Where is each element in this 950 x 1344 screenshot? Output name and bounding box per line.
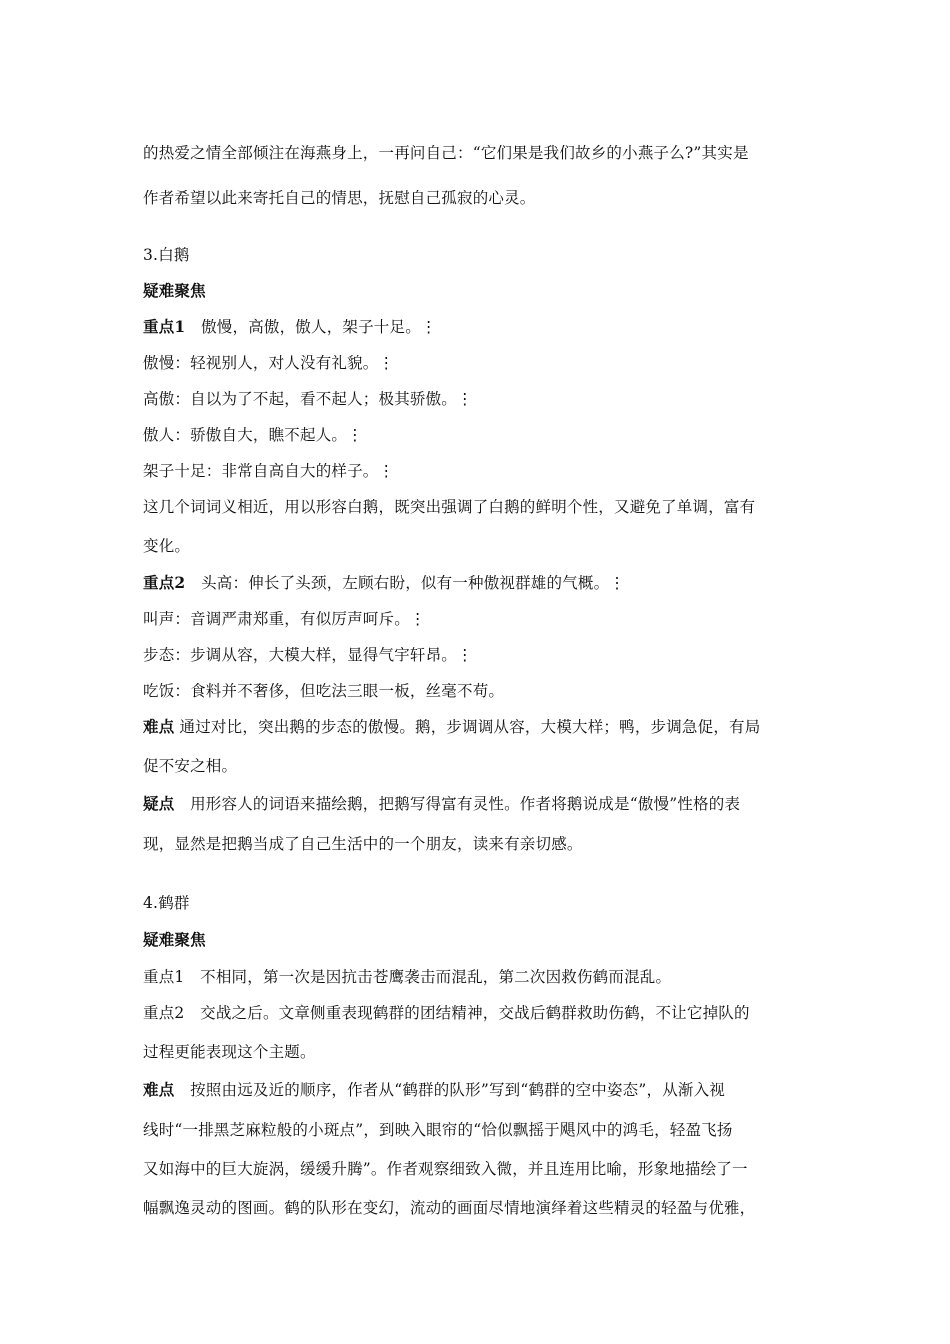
paragraph-line: 架子十足：非常自高自大的样子。⋮ [143, 461, 395, 480]
paragraph-line: 线时“一排黑芝麻粒般的小斑点”，到映入眼帘的“恰似飘摇于飓风中的鸿毛，轻盈飞扬 [143, 1120, 733, 1139]
paragraph-line: 疑点 用形容人的词语来描绘鹅，把鹅写得富有灵性。作者将鹅说成是“傲慢”性格的表 [143, 793, 741, 813]
paragraph-line: 这几个词词义相近，用以形容白鹅，既突出强调了白鹅的鲜明个性，又避免了单调，富有 [143, 497, 756, 516]
paragraph-line: 重点2 头高：伸长了头颈，左顾右盼，似有一种傲视群雄的气概。⋮ [143, 572, 625, 592]
paragraph-line: 难点 按照由远及近的顺序，作者从“鹤群的队形”写到“鹤群的空中姿态”，从渐入视 [143, 1079, 726, 1099]
paragraph-line: 过程更能表现这个主题。 [143, 1042, 316, 1061]
paragraph-line: 重点1 不相同，第一次是因抗击苍鹰袭击而混乱，第二次因救伤鹤而混乱。 [143, 967, 672, 986]
paragraph-line: 傲慢：轻视别人，对人没有礼貌。⋮ [143, 353, 395, 372]
paragraph-line: 幅飘逸灵动的图画。鹤的队形在变幻，流动的画面尽情地演绎着这些精灵的轻盈与优雅， [143, 1198, 756, 1217]
paragraph-line: 作者希望以此来寄托自己的情思，抚慰自己孤寂的心灵。 [143, 188, 536, 207]
paragraph-line: 重点2 交战之后。文章侧重表现鹤群的团结精神，交战后鹤群救助伤鹤，不让它掉队的 [143, 1003, 750, 1022]
paragraph-line: 傲人：骄傲自大，瞧不起人。⋮ [143, 425, 363, 444]
section-heading: 3.白鹅 [143, 245, 190, 264]
subheading: 疑难聚焦 [143, 280, 206, 300]
paragraph-line: 高傲：自以为了不起，看不起人；极其骄傲。⋮ [143, 389, 473, 408]
subheading: 疑难聚焦 [143, 929, 206, 949]
section-heading: 4.鹤群 [143, 893, 190, 912]
paragraph-line: 变化。 [143, 536, 191, 555]
paragraph-line: 的热爱之情全部倾注在海燕身上，一再问自己：“它们果是我们故乡的小燕子么?”其实是 [143, 143, 749, 162]
paragraph-line: 促不安之相。 [143, 756, 238, 775]
paragraph-line: 现，显然是把鹅当成了自己生活中的一个朋友，读来有亲切感。 [143, 834, 583, 853]
paragraph-line: 叫声：音调严肃郑重，有似厉声呵斥。⋮ [143, 609, 426, 628]
paragraph-line: 难点 通过对比，突出鹅的步态的傲慢。鹅，步调调从容，大模大样；鸭，步调急促，有局 [143, 716, 761, 736]
paragraph-line: 吃饭：食料并不奢侈，但吃法三眼一板，丝毫不苟。 [143, 681, 505, 700]
paragraph-line: 重点1 傲慢，高傲，傲人，架子十足。⋮ [143, 316, 437, 336]
paragraph-line: 又如海中的巨大旋涡，缓缓升腾”。作者观察细致入微，并且连用比喻，形象地描绘了一 [143, 1159, 748, 1178]
paragraph-line: 步态：步调从容，大模大样，显得气宇轩昂。⋮ [143, 645, 473, 664]
